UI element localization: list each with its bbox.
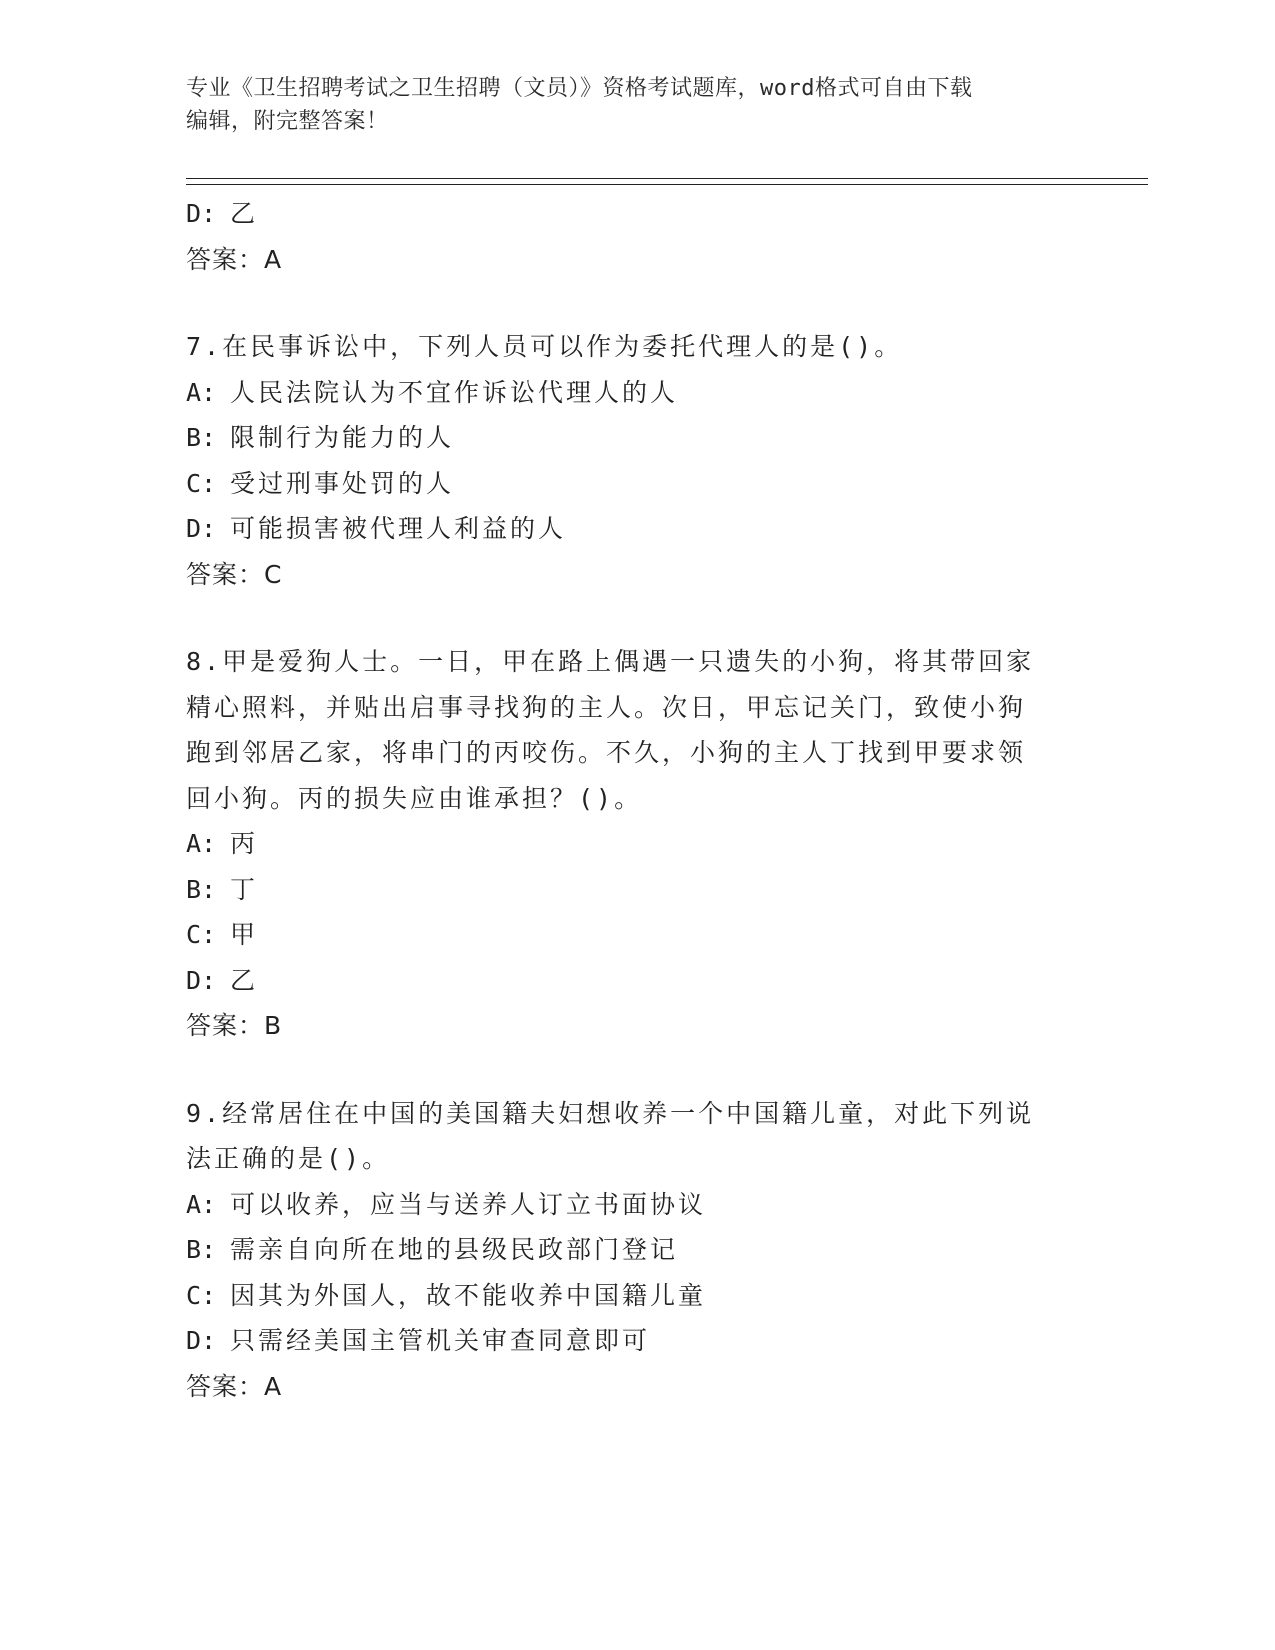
option-key: C: [186,1280,217,1310]
question-stem: 9.经常居住在中国的美国籍夫妇想收养一个中国籍儿童，对此下列说 [186,1098,1035,1128]
question-stem: 7.在民事诉讼中，下列人员可以作为委托代理人的是()。 [186,332,903,361]
option-text: 受过刑事处罚的人 [230,468,455,498]
option-key: A: [186,829,217,858]
header-line-2: 编辑，附完整答案！ [186,109,389,134]
option-key: C: [186,468,217,498]
option-row [186,912,1086,958]
option-row [186,506,1086,552]
question-block [186,639,1086,1049]
question-block [186,324,1086,597]
option-key: C: [186,920,217,949]
option-row [186,1182,1086,1228]
option-key: D: [186,965,217,995]
spacer [186,282,1086,324]
option-text: 丙 [230,829,259,858]
header-divider-bottom [186,184,1148,185]
option-key: A: [186,377,217,407]
option-key: B: [186,1235,217,1264]
question-content [186,191,1086,1409]
option-text: 乙 [230,199,259,228]
answer-line: 答案：A [186,1371,283,1401]
option-key: D: [186,199,217,228]
option-text: 可能损害被代理人利益的人 [230,514,567,543]
answer-line: 答案：A [186,244,283,274]
option-row [186,415,1086,461]
option-row [186,1227,1086,1273]
answer-line: 答案：C [186,559,283,589]
option-row [186,958,1086,1004]
option-text: 人民法院认为不宜作诉讼代理人的人 [230,377,679,407]
option-text: 可以收养，应当与送养人订立书面协议 [230,1189,707,1219]
option-key: B: [186,423,217,452]
answer-line: 答案：B [186,1011,283,1040]
option-text: 甲 [230,920,259,949]
option-key: B: [186,874,217,904]
spacer [186,1049,1086,1091]
option-row [186,461,1086,507]
header-divider-top [186,178,1148,179]
document-header [186,72,1066,138]
option-text: 因其为外国人，故不能收养中国籍儿童 [230,1280,707,1310]
option-row [186,821,1086,867]
question-stem: 法正确的是()。 [186,1144,391,1173]
option-row [186,191,1086,237]
option-row [186,370,1086,416]
spacer [186,597,1086,639]
header-line-1: 专业《卫生招聘考试之卫生招聘（文员）》资格考试题库，word格式可自由下载 [186,76,973,101]
question-block [186,1091,1086,1410]
question-stem: 跑到邻居乙家，将串门的丙咬伤。不久，小狗的主人丁找到甲要求领 [186,738,1027,767]
option-row [186,1318,1086,1364]
option-text: 只需经美国主管机关审查同意即可 [230,1326,651,1355]
option-row [186,867,1086,913]
question-stem: 回小狗。丙的损失应由谁承担？()。 [186,783,643,813]
option-text: 乙 [230,965,259,995]
option-text: 丁 [230,874,259,904]
option-key: D: [186,1326,217,1355]
question-stem: 8.甲是爱狗人士。一日，甲在路上偶遇一只遗失的小狗，将其带回家 [186,647,1035,676]
option-row [186,1273,1086,1319]
question-stem: 精心照料，并贴出启事寻找狗的主人。次日，甲忘记关门，致使小狗 [186,692,1027,722]
option-text: 限制行为能力的人 [230,423,455,452]
option-key: A: [186,1189,217,1219]
option-key: D: [186,514,217,543]
option-text: 需亲自向所在地的县级民政部门登记 [230,1235,679,1264]
